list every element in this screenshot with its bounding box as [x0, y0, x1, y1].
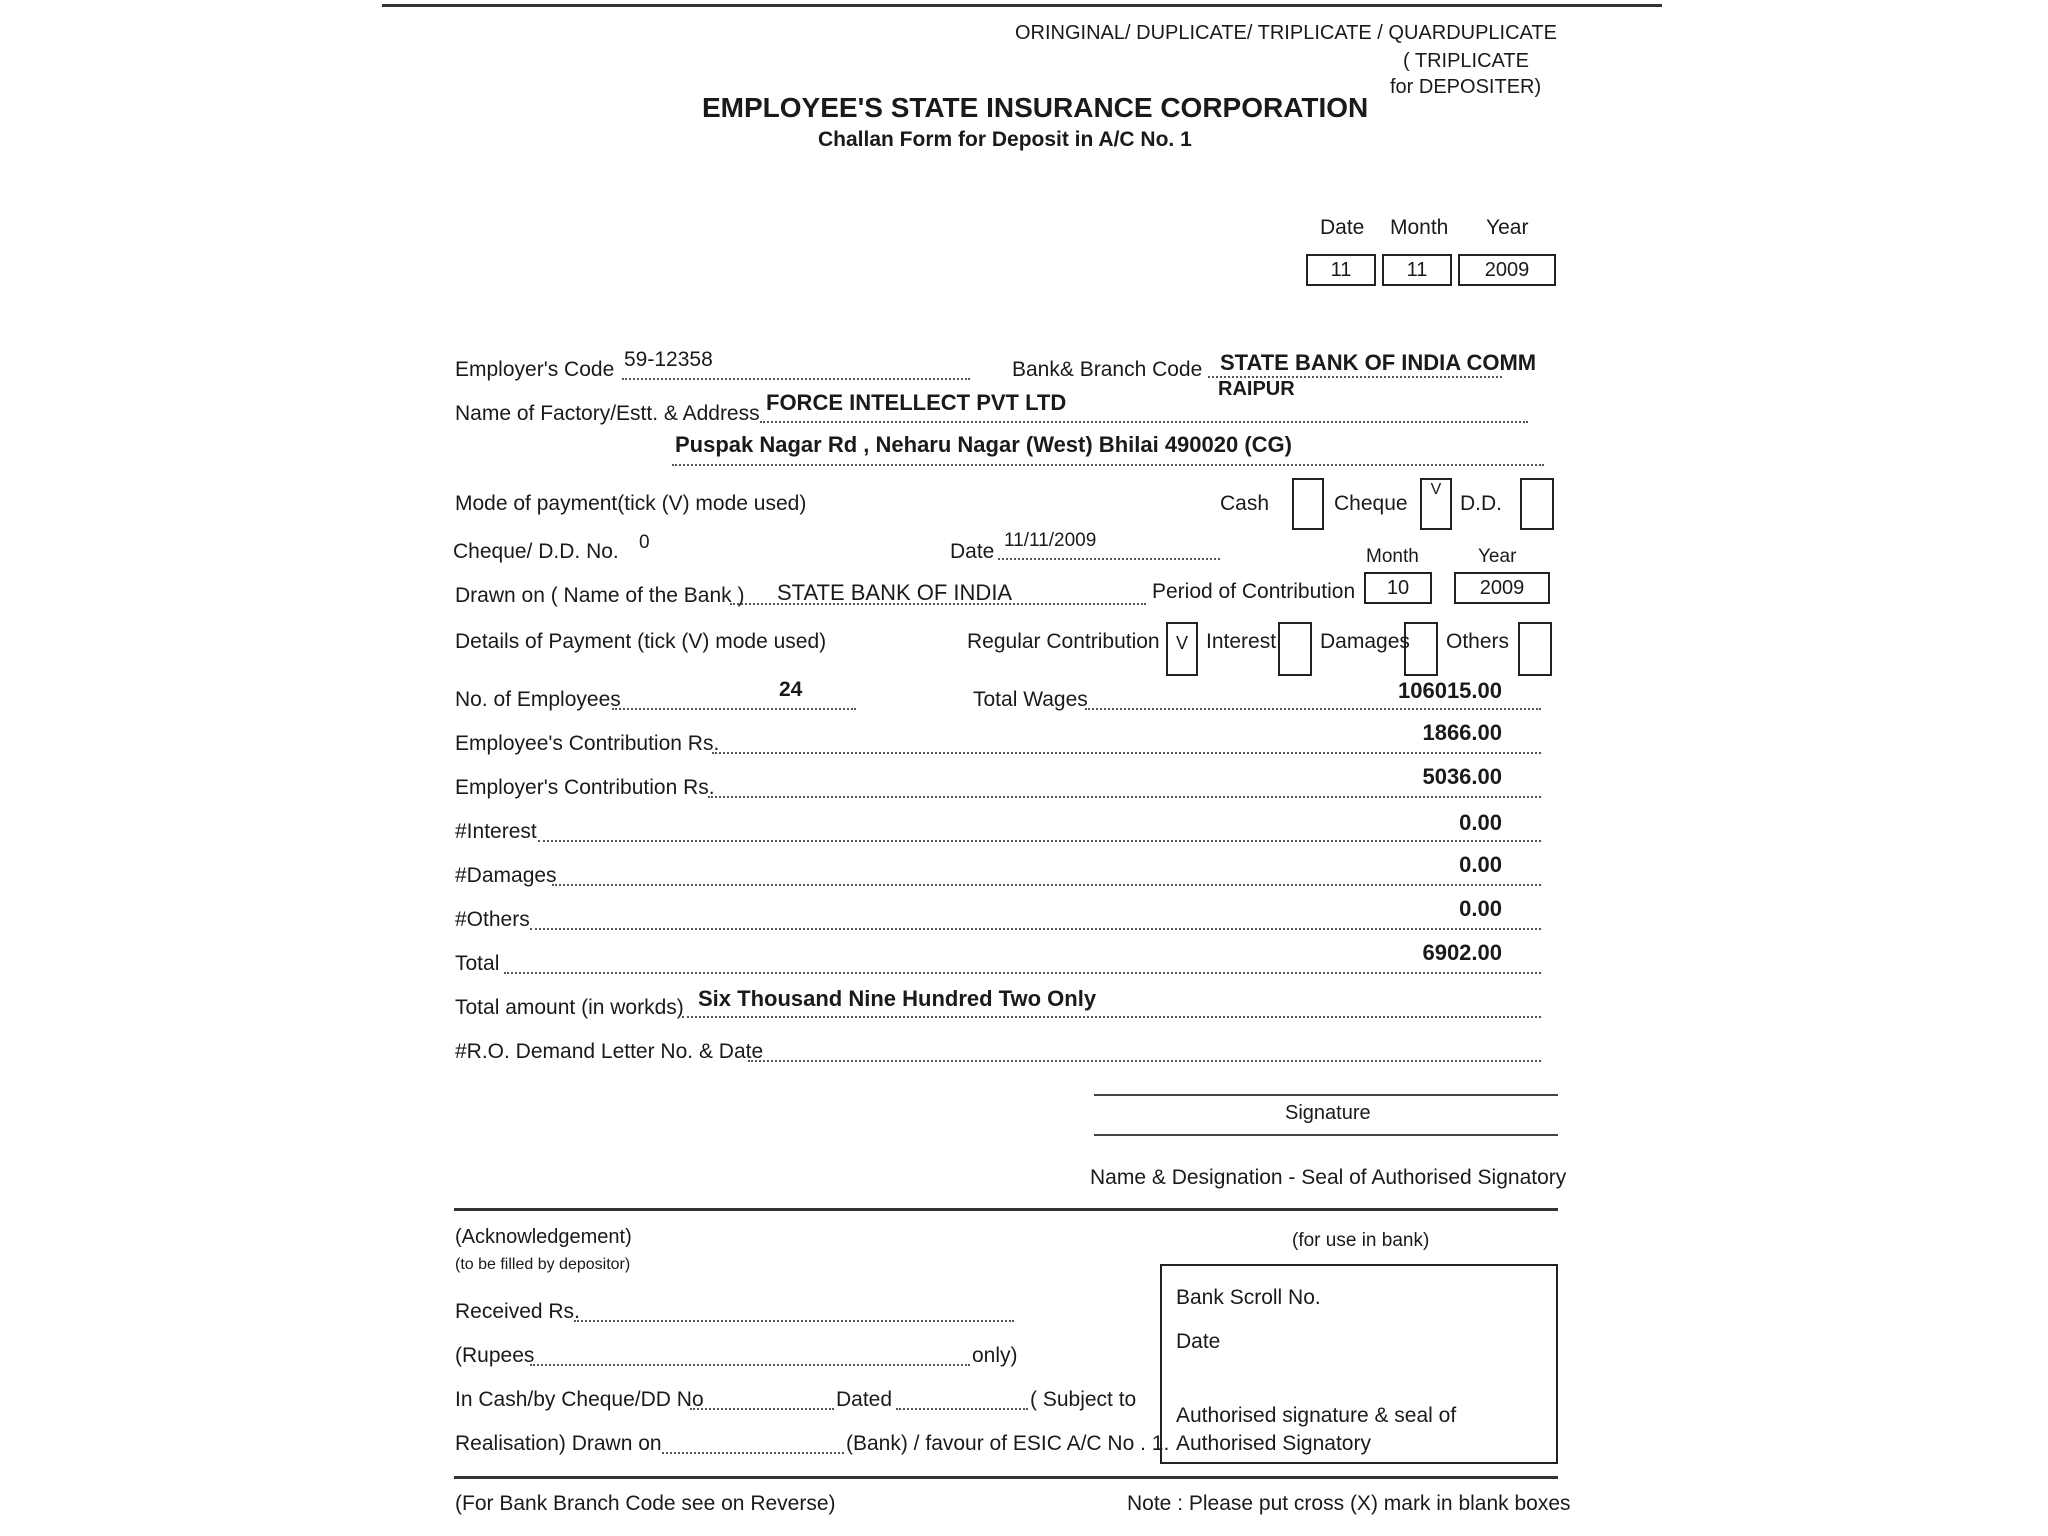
bank-use-label: (for use in bank) — [1292, 1230, 1430, 1251]
subject-to-label: ( Subject to — [1030, 1388, 1137, 1411]
interest-amount-line — [538, 840, 1541, 842]
year-label: Year — [1486, 216, 1529, 239]
cheque-checkbox[interactable]: V — [1420, 478, 1452, 530]
favour-label: (Bank) / favour of ESIC A/C No . 1. — [846, 1432, 1170, 1455]
employer-contribution-label: Employer's Contribution Rs. — [455, 776, 715, 799]
bank-branch-label: Bank& Branch Code — [1012, 358, 1203, 381]
period-month-field[interactable]: 10 — [1364, 572, 1432, 604]
drawn-on-value: STATE BANK OF INDIA — [777, 580, 1013, 605]
dd-checkbox[interactable] — [1520, 478, 1554, 530]
others-amount-label: #Others — [455, 908, 530, 931]
bank-auth-label-2: Authorised Signatory — [1176, 1432, 1371, 1455]
acknowledgement-subtitle: (to be filled by depositor) — [455, 1256, 631, 1273]
others-amount-line — [530, 928, 1541, 930]
employee-contribution-line — [712, 752, 1541, 754]
rupees-only-label: only) — [972, 1344, 1018, 1367]
damages-amount-line — [552, 884, 1541, 886]
total-value: 6902.00 — [1422, 940, 1502, 965]
month-label: Month — [1390, 216, 1449, 239]
signature-line-top — [1094, 1094, 1558, 1096]
realisation-line — [662, 1452, 844, 1454]
employer-contribution-line — [708, 796, 1541, 798]
footer-divider — [454, 1476, 1558, 1479]
amount-words-value: Six Thousand Nine Hundred Two Only — [698, 986, 1097, 1011]
month-field[interactable]: 11 — [1382, 254, 1452, 286]
interest-checkbox[interactable] — [1278, 622, 1312, 676]
period-year-field[interactable]: 2009 — [1454, 572, 1550, 604]
employer-contribution-value: 5036.00 — [1422, 764, 1502, 789]
regular-checkbox[interactable]: V — [1166, 622, 1198, 676]
date-field[interactable]: 11 — [1306, 254, 1376, 286]
factory-name-value: FORCE INTELLECT PVT LTD — [766, 390, 1067, 415]
dd-label: D.D. — [1460, 492, 1502, 515]
factory-name-line — [760, 421, 1528, 423]
others-amount-value: 0.00 — [1459, 896, 1502, 921]
period-label: Period of Contribution — [1152, 580, 1356, 603]
page-title: EMPLOYEE'S STATE INSURANCE CORPORATION — [702, 92, 1369, 123]
employer-code-line — [622, 378, 970, 380]
total-line — [504, 972, 1541, 974]
period-year-label: Year — [1478, 546, 1517, 567]
damages-amount-value: 0.00 — [1459, 852, 1502, 877]
employee-contribution-label: Employee's Contribution Rs. — [455, 732, 720, 755]
bank-date-label: Date — [1176, 1330, 1221, 1353]
rupees-line — [530, 1364, 970, 1366]
demand-letter-line — [748, 1060, 1541, 1062]
footer-right-note: Note : Please put cross (X) mark in blank boxes — [1127, 1492, 1571, 1515]
cheque-dd-line — [690, 1408, 834, 1410]
employer-code-value: 59-12358 — [624, 348, 713, 371]
drawn-on-label: Drawn on ( Name of the Bank ) — [455, 584, 745, 607]
damages-checkbox[interactable] — [1404, 622, 1438, 676]
amount-words-label: Total amount (in workds) — [455, 996, 684, 1019]
bank-scroll-label: Bank Scroll No. — [1176, 1286, 1321, 1309]
interest-label: Interest — [1206, 630, 1277, 653]
date-label: Date — [1320, 216, 1365, 239]
damages-label: Damages — [1320, 630, 1410, 653]
cash-label: Cash — [1220, 492, 1270, 515]
bank-branch-value-2: RAIPUR — [1218, 378, 1295, 400]
copy-note-triplicate: ( TRIPLICATE — [1403, 50, 1529, 72]
cheque-no-label: Cheque/ D.D. No. — [453, 540, 619, 563]
interest-amount-label: #Interest — [455, 820, 537, 843]
factory-address-line — [672, 464, 1544, 466]
others-label: Others — [1446, 630, 1510, 653]
damages-amount-label: #Damages — [455, 864, 557, 887]
section-divider — [454, 1208, 1558, 1211]
copy-note-depositer: for DEPOSITER) — [1390, 76, 1542, 98]
signatory-designation: Name & Designation - Seal of Authorised Signatory — [1090, 1166, 1567, 1189]
cheque-date-value: 11/11/2009 — [1004, 530, 1097, 551]
cash-checkbox[interactable] — [1292, 478, 1324, 530]
signature-line-bottom — [1094, 1134, 1558, 1136]
details-label: Details of Payment (tick (V) mode used) — [455, 630, 827, 653]
total-label: Total — [455, 952, 500, 975]
total-wages-line — [1085, 708, 1541, 710]
received-rs-line — [574, 1320, 1014, 1322]
cheque-date-label: Date — [950, 540, 995, 563]
signature-label: Signature — [1285, 1102, 1371, 1124]
regular-contribution-label: Regular Contribution — [967, 630, 1160, 653]
acknowledgement-title: (Acknowledgement) — [455, 1226, 632, 1248]
amount-words-line — [682, 1016, 1541, 1018]
page-subtitle: Challan Form for Deposit in A/C No. 1 — [818, 128, 1192, 151]
payment-mode-label: Mode of payment(tick (V) mode used) — [455, 492, 807, 515]
bank-auth-label-1: Authorised signature & seal of — [1176, 1404, 1457, 1427]
total-wages-label: Total Wages — [973, 688, 1088, 711]
top-border — [382, 4, 1662, 7]
employer-code-label: Employer's Code — [455, 358, 615, 381]
rupees-label: (Rupees — [455, 1344, 535, 1367]
period-month-label: Month — [1366, 546, 1419, 567]
cheque-dd-label: In Cash/by Cheque/DD No — [455, 1388, 704, 1411]
demand-letter-label: #R.O. Demand Letter No. & Date — [455, 1040, 764, 1063]
factory-address-value: Puspak Nagar Rd , Neharu Nagar (West) Bhilai 490020 (CG) — [675, 432, 1292, 457]
employees-line — [612, 708, 856, 710]
factory-name-label: Name of Factory/Estt. & Address — [455, 402, 760, 425]
realisation-label: Realisation) Drawn on — [455, 1432, 662, 1455]
others-checkbox[interactable] — [1518, 622, 1552, 676]
dated-line — [896, 1408, 1028, 1410]
year-field[interactable]: 2009 — [1458, 254, 1556, 286]
total-wages-value: 106015.00 — [1398, 678, 1502, 703]
interest-amount-value: 0.00 — [1459, 810, 1502, 835]
cheque-label: Cheque — [1334, 492, 1408, 515]
received-rs-label: Received Rs. — [455, 1300, 580, 1323]
dated-label: Dated — [836, 1388, 893, 1411]
employees-value: 24 — [779, 678, 803, 701]
cheque-date-line — [998, 558, 1220, 560]
employees-label: No. of Employees — [455, 688, 621, 711]
copy-note: ORINGINAL/ DUPLICATE/ TRIPLICATE / QUARDUPLICATE — [1015, 22, 1557, 44]
employee-contribution-value: 1866.00 — [1422, 720, 1502, 745]
bank-branch-value: STATE BANK OF INDIA COMM — [1220, 350, 1537, 375]
cheque-no-value: 0 — [639, 532, 650, 553]
footer-left-note: (For Bank Branch Code see on Reverse) — [455, 1492, 836, 1515]
